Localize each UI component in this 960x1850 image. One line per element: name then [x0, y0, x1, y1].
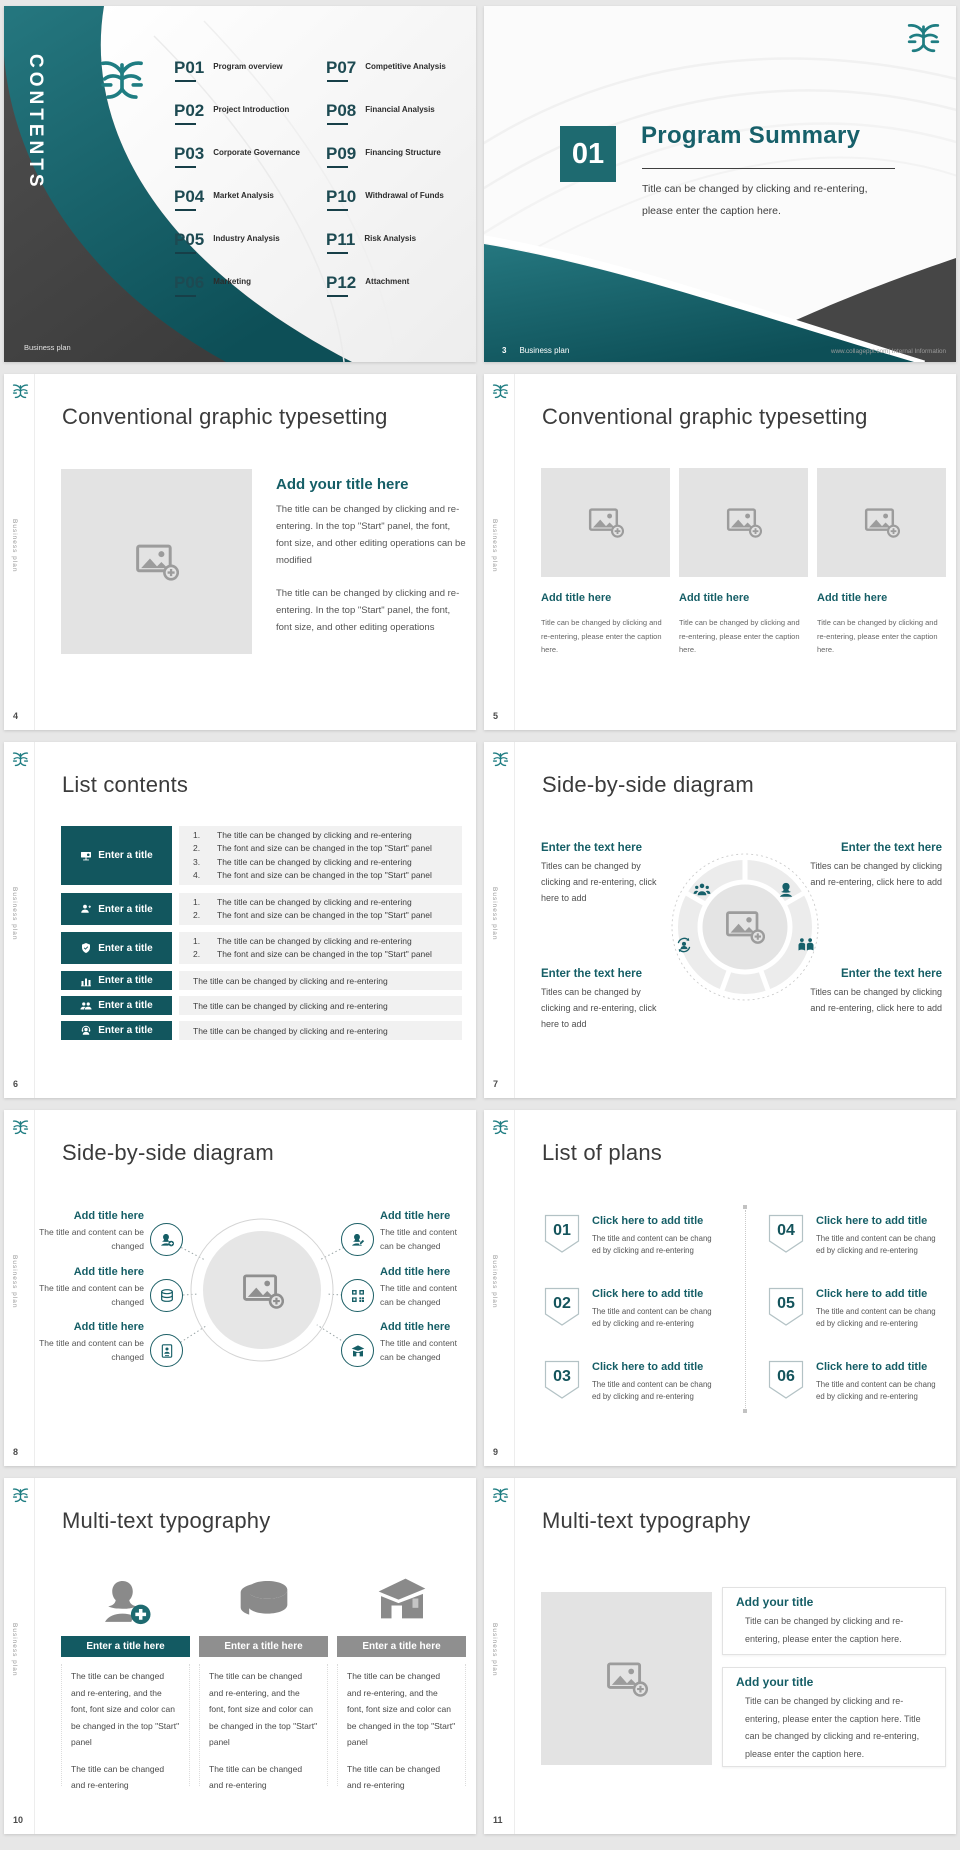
item-body: The title and content can be changed [380, 1338, 458, 1362]
tree-logo [904, 17, 943, 56]
list-number: 2. [193, 843, 201, 853]
block-body: Titles can be changed by clicking and re-entering, click here to add [541, 861, 657, 903]
sidebar-label: Business plan [11, 519, 18, 573]
image-placeholder [61, 469, 252, 654]
page-number: 4 [13, 711, 19, 721]
plan-number-badge [768, 1214, 804, 1254]
plan-body [592, 1233, 712, 1257]
image-placeholder [541, 468, 670, 577]
list-panel [179, 932, 462, 964]
hub-text-block [380, 1266, 472, 1309]
qr-icon [350, 1288, 366, 1304]
toc-item [174, 59, 283, 76]
toc-item [174, 188, 274, 205]
toc-label: Financing Structure [365, 148, 441, 157]
plan-heading: Click here to add title [592, 1215, 704, 1227]
item-body: The title and content can be changed [39, 1283, 144, 1307]
column-paragraph: The title can be changed and re-entering, and the font, font size and color can be changed in the top "Start" panel [71, 1671, 180, 1748]
plan-body [816, 1233, 936, 1257]
divider-dotted [745, 1210, 746, 1408]
plan-body-line: ed by clicking and re-entering [816, 1392, 918, 1401]
plan-body [816, 1379, 936, 1403]
list-row [61, 996, 462, 1015]
card-heading: Add title here [817, 592, 888, 604]
column-paragraph: The title can be changed and re-entering, and the font, font size and color can be changed in the top "Start" panel [347, 1671, 456, 1748]
nurse-icon [159, 1232, 175, 1248]
enter-title-button [61, 996, 172, 1015]
section-caption [642, 179, 868, 222]
item-body: The title and content can be changed [380, 1283, 458, 1307]
sync-user-icon [675, 936, 693, 954]
enter-title-label: Enter a title [98, 1000, 153, 1011]
body-paragraph: The title can be changed by clicking and re-entering. In the top "Start" panel, the font, font size, and other editing operations can be modified [276, 504, 466, 566]
text-block [541, 968, 663, 1032]
body-heading: Add your title here [276, 476, 409, 493]
item-heading: Add title here [73, 1210, 144, 1222]
enter-title-button [61, 826, 172, 885]
column-body [199, 1664, 328, 1791]
title-underline [642, 168, 895, 169]
plan-number: 01 [553, 1222, 571, 1239]
tree-logo [491, 381, 510, 400]
image-placeholder-icon [135, 543, 179, 581]
slide-title: List contents [62, 772, 189, 797]
enter-title-button [61, 932, 172, 964]
slide-thumbnail-typeset-triple[interactable] [484, 374, 956, 730]
toc-code: P05 [174, 230, 205, 249]
divider-cap [743, 1409, 747, 1413]
toc-item [326, 102, 435, 119]
sidebar-label: Business plan [491, 1255, 498, 1309]
list-row [61, 932, 462, 964]
text-box [722, 1587, 946, 1655]
plan-number: 06 [777, 1368, 795, 1385]
toc-label: Project Introduction [213, 105, 290, 114]
block-body: Titles can be changed by clicking and re-entering, click here to add [810, 861, 942, 887]
toc-code: P12 [326, 273, 357, 292]
toc-label: Program overview [213, 62, 283, 71]
card-heading: Add title here [541, 592, 612, 604]
slide-thumbnail-plans[interactable] [484, 1110, 956, 1466]
store-icon [374, 1574, 430, 1630]
toc-code: P04 [174, 187, 205, 206]
user-plus-icon [61, 1566, 190, 1630]
image-placeholder-icon [588, 507, 624, 538]
toc-label: Risk Analysis [364, 234, 417, 243]
image-placeholder-icon [725, 910, 765, 944]
page-number: 8 [13, 1447, 19, 1457]
toc-code: P02 [174, 101, 205, 120]
database-icon [159, 1288, 175, 1304]
id-card-icon [150, 1334, 183, 1367]
plan-heading: Click here to add title [816, 1288, 928, 1300]
tree-logo [11, 381, 30, 400]
text-block [541, 842, 663, 906]
building-icon [341, 1334, 374, 1367]
plan-number-badge [544, 1360, 580, 1400]
list-panel [179, 1021, 462, 1040]
toc-item [326, 145, 441, 162]
toc-label: Competitive Analysis [365, 62, 446, 71]
toc-label: Attachment [365, 277, 410, 286]
plan-number: 04 [777, 1222, 795, 1239]
item-heading: Add title here [73, 1321, 144, 1333]
slide-thumbnail-three-columns[interactable] [4, 1478, 476, 1834]
enter-title-label: Enter a title [98, 1025, 153, 1036]
plan-heading: Click here to add title [592, 1361, 704, 1373]
card-caption: Title can be changed by clicking and re-entering, please enter the caption here. [679, 618, 800, 654]
tree-logo [96, 52, 148, 104]
page-number: 9 [493, 1447, 499, 1457]
card-heading: Add title here [679, 592, 750, 604]
plan-heading: Click here to add title [816, 1361, 928, 1373]
list-text: The title can be changed by clicking and re-entering [193, 1000, 388, 1011]
database-icon [150, 1279, 183, 1312]
toc-item [326, 274, 409, 291]
store-icon [337, 1566, 466, 1630]
divider-cap [743, 1205, 747, 1209]
qr-icon [341, 1279, 374, 1312]
plan-body-line: ed by clicking and re-entering [592, 1246, 694, 1255]
hub-text-block [34, 1321, 144, 1364]
user-icon [80, 903, 92, 915]
column-paragraph: The title can be changed and re-entering, and the font, font size and color can be changed in the top "Start" panel [209, 1671, 318, 1748]
image-placeholder-icon [864, 507, 900, 538]
list-row [61, 1021, 462, 1040]
plan-body [592, 1379, 712, 1403]
item-body: The title and content can be changed [380, 1227, 458, 1251]
plan-number: 05 [777, 1295, 795, 1312]
page-number: 11 [493, 1815, 503, 1825]
list-number: 2. [193, 949, 201, 959]
hub-text-block [34, 1266, 144, 1309]
bar-chart-icon [80, 975, 92, 987]
plan-body [816, 1306, 936, 1330]
footer-url: www.collageppt.com| Internal Information [830, 348, 946, 355]
tree-logo [491, 1485, 510, 1504]
list-row [61, 826, 462, 885]
box-heading: Add your title [736, 1595, 814, 1609]
nurse-icon [150, 1223, 183, 1256]
slide-title: List of plans [542, 1140, 663, 1165]
plan-body-line: The title and content can be chang [816, 1307, 936, 1316]
block-body: Titles can be changed by clicking and re-entering, click here to add [541, 987, 657, 1029]
toc-item [174, 145, 300, 162]
column-paragraph: The title can be changed and re-entering [209, 1763, 303, 1791]
plan-body-line: ed by clicking and re-entering [592, 1319, 694, 1328]
support-icon [80, 1025, 92, 1037]
body-paragraph: The title can be changed by clicking and re-entering. In the top "Start" panel, the font, font size, and other editing operations [276, 588, 460, 633]
team-icon [80, 1000, 92, 1012]
caption-line: Title can be changed by clicking and re-entering, [642, 183, 868, 195]
sidebar-label: Business plan [491, 887, 498, 941]
toc-code: P01 [174, 58, 205, 77]
slide-thumbnail-circle-diagram[interactable] [484, 742, 956, 1098]
sidebar-divider [514, 1110, 515, 1466]
item-heading: Add title here [73, 1266, 144, 1278]
list-panel [179, 826, 462, 885]
list-number: 1. [193, 896, 201, 907]
enter-title-button [61, 1021, 172, 1040]
toc-item [326, 59, 446, 76]
list-text: The title can be changed by clicking and re-entering [193, 1025, 388, 1036]
list-text: The title can be changed by clicking and re-entering [217, 829, 412, 840]
enter-title-button [61, 971, 172, 990]
plan-body-line: The title and content can be chang [592, 1307, 712, 1316]
plan-body-line: The title and content can be chang [816, 1380, 936, 1389]
block-heading: Enter the text here [841, 968, 942, 980]
sidebar-label: Business plan [11, 887, 18, 941]
item-heading: Add title here [380, 1321, 451, 1333]
slide-footer [502, 346, 569, 355]
list-text: The title can be changed by clicking and re-entering [217, 935, 412, 946]
building-icon [350, 1343, 366, 1359]
footer-label: Business plan [24, 343, 71, 352]
enter-title-label: Enter a title [98, 850, 153, 861]
list-text: The font and size can be changed in the top "Start" panel [217, 910, 432, 920]
list-panel [179, 971, 462, 990]
image-placeholder-icon [606, 1661, 648, 1697]
list-row [61, 893, 462, 925]
text-block [804, 842, 942, 890]
slide-title: Side-by-side diagram [62, 1140, 274, 1165]
image-placeholder [679, 468, 808, 577]
toc-code: P07 [326, 58, 357, 77]
plan-body-line: The title and content can be chang [816, 1234, 936, 1243]
sidebar-divider [34, 742, 35, 1098]
hub-text-block [34, 1210, 144, 1253]
footer-label: Business plan [519, 346, 570, 355]
list-text: The title can be changed by clicking and re-entering [217, 856, 412, 867]
toc-code: P06 [174, 273, 205, 292]
list-number: 3. [193, 856, 201, 867]
plan-body [592, 1306, 712, 1330]
slide-thumbnail-typeset-single[interactable] [4, 374, 476, 730]
sidebar-divider [34, 374, 35, 730]
list-text: The title can be changed by clicking and re-entering [217, 896, 412, 907]
user-plus-icon [98, 1574, 154, 1630]
toc-code: P03 [174, 144, 205, 163]
enter-title-label: Enter a title [98, 942, 153, 954]
slide-thumbnail-hub-diagram[interactable] [4, 1110, 476, 1466]
caption-line: please enter the caption here. [642, 204, 781, 217]
id-card-icon [159, 1343, 175, 1359]
sidebar-divider [34, 1478, 35, 1834]
plan-number-badge [768, 1287, 804, 1327]
section-title: Program Summary [641, 122, 861, 149]
card-caption: Title can be changed by clicking and re-entering, please enter the caption here. [541, 618, 662, 654]
toc-code: P09 [326, 144, 357, 163]
hub-text-block [380, 1321, 472, 1364]
column-header: Enter a title here [199, 1636, 328, 1657]
toc-label: Withdrawal of Funds [365, 191, 444, 200]
slide-title: Conventional graphic typesetting [62, 404, 388, 429]
slide-thumbnail-section[interactable] [484, 6, 956, 362]
toc-code: P10 [326, 187, 357, 206]
list-text: The title can be changed by clicking and re-entering [193, 975, 388, 986]
item-body: The title and content can be changed [39, 1338, 144, 1362]
plan-body-line: The title and content can be chang [592, 1380, 712, 1389]
toc-item [326, 231, 416, 248]
sidebar-divider [514, 374, 515, 730]
slide-thumbnail-contents[interactable] [4, 6, 476, 362]
card-caption: Title can be changed by clicking and re-entering, please enter the caption here. [817, 618, 938, 654]
pie-chart-icon [199, 1566, 328, 1630]
toc-label: Corporate Governance [213, 148, 300, 157]
ring-diagram [484, 742, 956, 1098]
slide-title: Multi-text typography [62, 1508, 271, 1533]
toc-code: P11 [326, 230, 356, 249]
enter-title-label: Enter a title [98, 975, 153, 986]
page-number: 6 [13, 1079, 19, 1089]
list-text: The font and size can be changed in the top "Start" panel [217, 949, 432, 959]
item-body: The title and content can be changed [39, 1227, 144, 1251]
column-header: Enter a title here [61, 1636, 190, 1657]
box-heading: Add your title [736, 1675, 814, 1689]
box-body: Title can be changed by clicking and re-entering, please enter the caption here. Title can be changed by clicking and re-entering, please enter the caption here. [745, 1696, 921, 1759]
list-number: 1. [193, 829, 201, 840]
page-number: 10 [13, 1815, 24, 1825]
hub-text-block [380, 1210, 472, 1253]
list-text: The font and size can be changed in the top "Start" panel [217, 870, 432, 880]
block-body: Titles can be changed by clicking and re-entering, click here to add [810, 987, 942, 1013]
slide-thumbnail-image-text[interactable] [484, 1478, 956, 1834]
list-text: The font and size can be changed in the top "Start" panel [217, 843, 432, 853]
block-heading: Enter the text here [541, 842, 642, 854]
tree-logo [11, 749, 30, 768]
sidebar-label: Business plan [11, 1255, 18, 1309]
column-paragraph: The title can be changed and re-entering [347, 1763, 441, 1791]
toc-label: Industry Analysis [213, 234, 280, 243]
item-heading: Add title here [380, 1210, 451, 1222]
enter-title-label: Enter a title [98, 903, 153, 915]
sidebar-label: Business plan [491, 1623, 498, 1677]
plan-number-badge [544, 1287, 580, 1327]
slide-title: Side-by-side diagram [542, 772, 754, 797]
plan-number: 02 [553, 1295, 571, 1312]
page-number: 7 [493, 1079, 499, 1089]
toc-item [174, 231, 280, 248]
list-row [61, 971, 462, 990]
page-number: 5 [493, 711, 499, 721]
toc-label: Financial Analysis [365, 105, 435, 114]
image-placeholder-icon [242, 1273, 284, 1309]
sidebar-label: Business plan [11, 1623, 18, 1677]
list-panel [179, 996, 462, 1015]
plan-heading: Click here to add title [816, 1215, 928, 1227]
text-block [804, 968, 942, 1016]
plan-body-line: ed by clicking and re-entering [816, 1246, 918, 1255]
block-heading: Enter the text here [541, 968, 642, 980]
text-box [722, 1667, 946, 1767]
toc-label: Marketing [213, 277, 252, 286]
projector-icon [80, 850, 92, 862]
sidebar-divider [514, 1478, 515, 1834]
page-number: 3 [502, 346, 507, 355]
contents-title: CONTENTS [25, 54, 46, 191]
group-icon [693, 881, 711, 899]
column-body [337, 1664, 466, 1791]
plan-number-badge [544, 1214, 580, 1254]
toc-item [174, 274, 251, 291]
plan-number: 03 [553, 1368, 571, 1385]
toc-label: Market Analysis [213, 191, 274, 200]
enter-title-button [61, 893, 172, 925]
user-edit-icon [341, 1223, 374, 1256]
sidebar-label: Business plan [491, 519, 498, 573]
person-icon [777, 881, 795, 899]
box-body: Title can be changed by clicking and re-entering, please enter the caption here. [745, 1616, 904, 1644]
block-heading: Enter the text here [841, 842, 942, 854]
list-number: 1. [193, 935, 201, 946]
column-header: Enter a title here [337, 1636, 466, 1657]
plan-heading: Click here to add title [592, 1288, 704, 1300]
image-placeholder [541, 1592, 712, 1765]
readers-icon [797, 936, 815, 954]
image-placeholder [817, 468, 946, 577]
slide-thumbnail-list[interactable] [4, 742, 476, 1098]
user-edit-icon [350, 1232, 366, 1248]
slide-title: Multi-text typography [542, 1508, 751, 1533]
section-number: 01 [560, 126, 616, 182]
list-number: 2. [193, 910, 201, 920]
column-body [61, 1664, 190, 1791]
list-panel [179, 893, 462, 925]
plan-body-line: ed by clicking and re-entering [592, 1392, 694, 1401]
column-paragraph: The title can be changed and re-entering [71, 1763, 165, 1791]
item-heading: Add title here [380, 1266, 451, 1278]
pie-chart-icon [236, 1574, 292, 1630]
list-number: 4. [193, 870, 201, 880]
image-placeholder-icon [726, 507, 762, 538]
plan-number-badge [768, 1360, 804, 1400]
slide-title: Conventional graphic typesetting [542, 404, 868, 429]
plan-body-line: ed by clicking and re-entering [816, 1319, 918, 1328]
toc-item [174, 102, 289, 119]
plan-body-line: The title and content can be chang [592, 1234, 712, 1243]
shield-icon [80, 942, 92, 954]
tree-logo [491, 1117, 510, 1136]
toc-item [326, 188, 444, 205]
tree-logo [11, 1485, 30, 1504]
toc-code: P08 [326, 101, 357, 120]
